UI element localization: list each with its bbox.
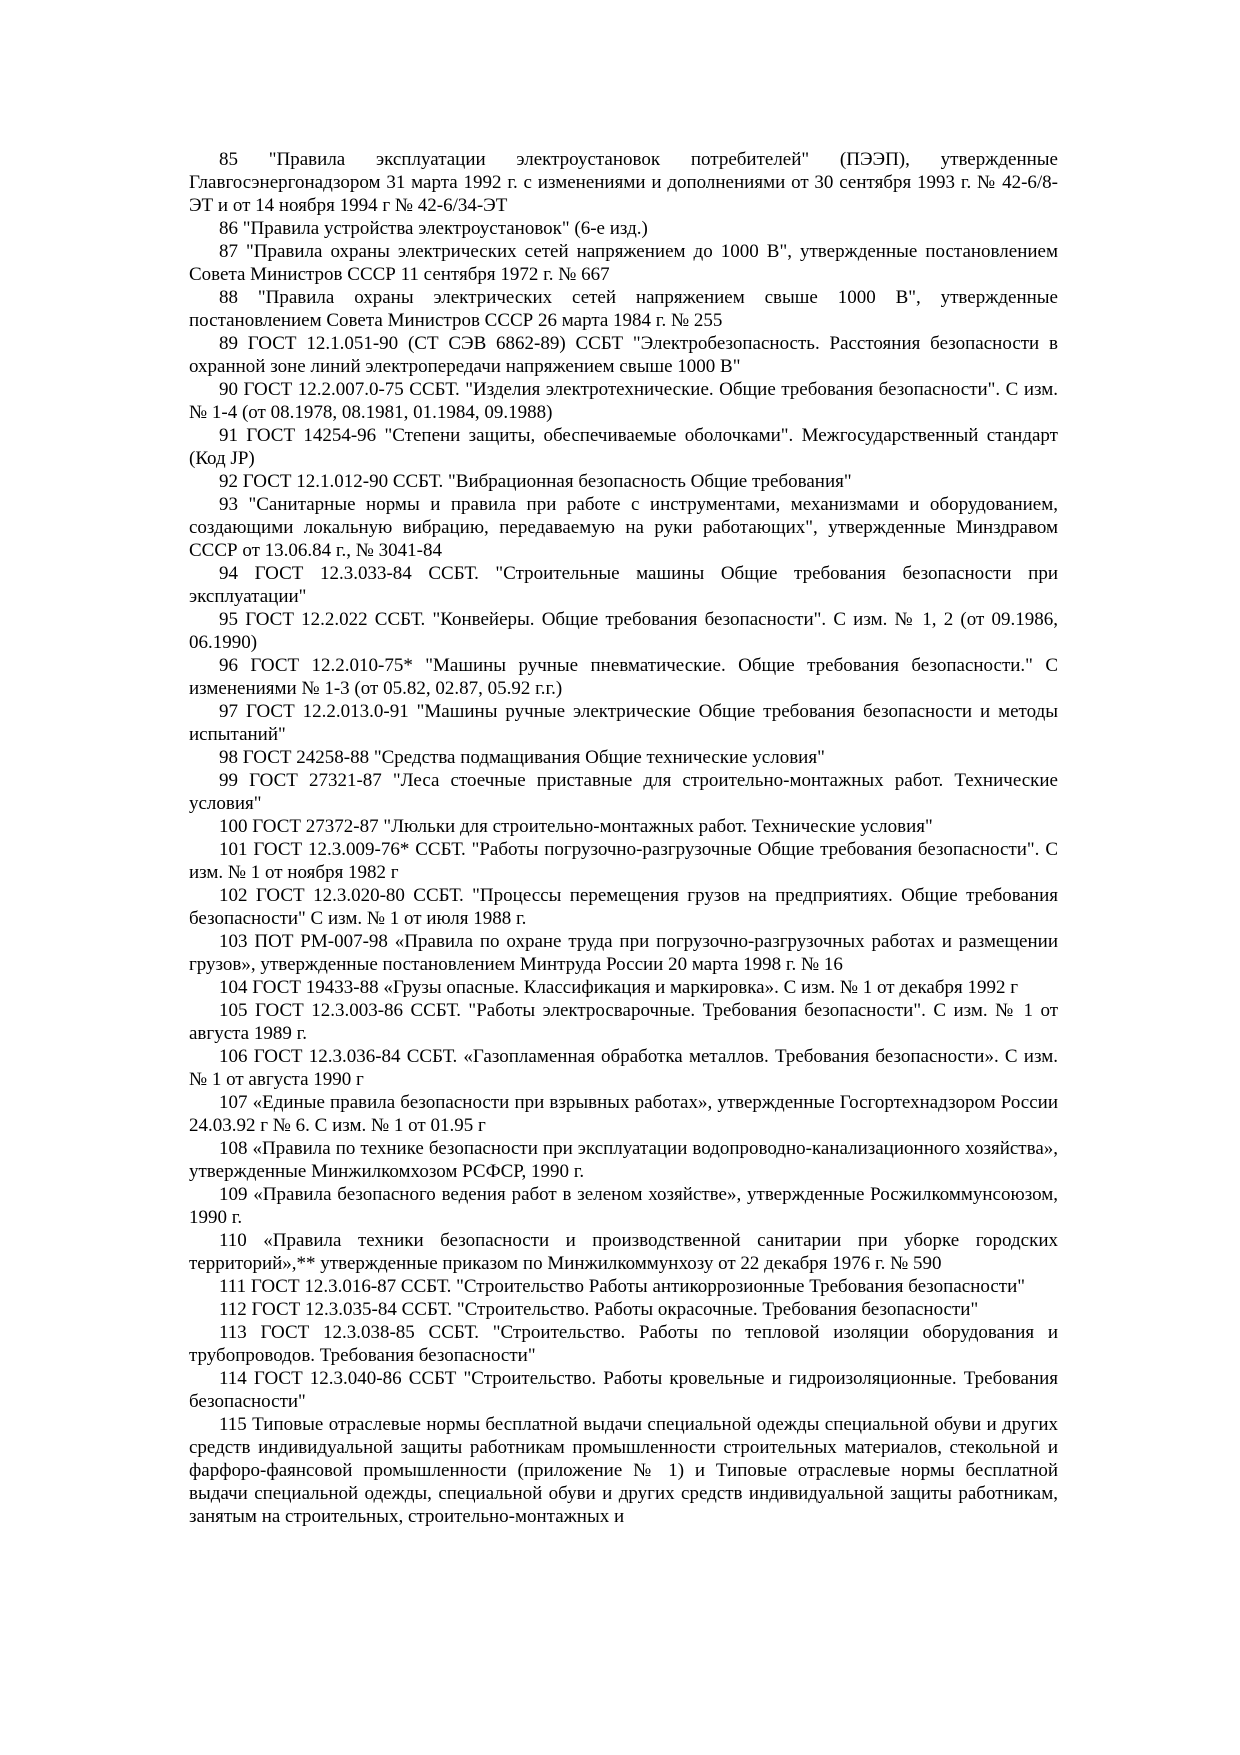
- reference-entry-94: 94 ГОСТ 12.3.033-84 ССБТ. "Строительные машины Общие требования безопасности при эксплуатации": [189, 563, 1058, 607]
- reference-entry-109: 109 «Правила безопасного ведения работ в зеленом хозяйстве», утвержденные Росжилкоммунсоюзом, 1990 г.: [189, 1184, 1058, 1228]
- reference-entry-111: 111 ГОСТ 12.3.016-87 ССБТ. "Строительство Работы антикоррозионные Требования безопасности": [219, 1276, 1026, 1297]
- reference-entry-88: 88 "Правила охраны электрических сетей напряжением свыше 1000 В", утвержденные постановлением Совета Министров СССР 26 марта 1984 г. № 255: [189, 287, 1058, 331]
- reference-entry-98: 98 ГОСТ 24258-88 "Средства подмащивания Общие технические условия": [219, 747, 825, 768]
- reference-entry-90: 90 ГОСТ 12.2.007.0-75 ССБТ. "Изделия электротехнические. Общие требования безопасности". С изм. № 1-4 (от 08.1978, 08.1981, 01.1984, 09.1988): [189, 379, 1058, 423]
- reference-entry-102: 102 ГОСТ 12.3.020-80 ССБТ. "Процессы перемещения грузов на предприятиях. Общие требования безопасности" С изм. № 1 от июля 1988 г.: [189, 885, 1058, 929]
- reference-entry-103: 103 ПОТ РМ-007-98 «Правила по охране труда при погрузочно-разгрузочных работах и размещении грузов», утвержденные постановлением Минтруда России 20 марта 1998 г. № 16: [189, 931, 1058, 975]
- reference-entry-115: 115 Типовые отраслевые нормы бесплатной выдачи специальной одежды специальной обуви и других средств индивидуальной защиты работникам промышленности строительных материалов, стекольной и фарфоро-фаянсовой промышленности (приложение № 1) и Типовые отраслевые нормы бесплатной выдачи специальной одежды, специальной обуви и других средств индивидуальной защиты работникам, занятым на строительных, строительно-монтажных и: [189, 1414, 1058, 1527]
- document-page: [189, 148, 1058, 1528]
- reference-entry-86: 86 "Правила устройства электроустановок" (6-е изд.): [219, 218, 648, 239]
- reference-entry-99: 99 ГОСТ 27321-87 "Леса стоечные приставные для строительно-монтажных работ. Технические условия": [189, 770, 1058, 814]
- reference-entry-100: 100 ГОСТ 27372-87 "Люльки для строительно-монтажных работ. Технические условия": [219, 816, 933, 837]
- reference-entry-97: 97 ГОСТ 12.2.013.0-91 "Машины ручные электрические Общие требования безопасности и методы испытаний": [189, 701, 1058, 745]
- reference-entry-91: 91 ГОСТ 14254-96 "Степени защиты, обеспечиваемые оболочками". Межгосударственный стандарт (Код JP): [189, 425, 1058, 469]
- reference-entry-104: 104 ГОСТ 19433-88 «Грузы опасные. Классификация и маркировка». С изм. № 1 от декабря 1992 г: [219, 977, 1019, 998]
- reference-entry-107: 107 «Единые правила безопасности при взрывных работах», утвержденные Госгортехнадзором России 24.03.92 г № 6. С изм. № 1 от 01.95 г: [189, 1092, 1058, 1136]
- reference-entry-89: 89 ГОСТ 12.1.051-90 (СТ СЭВ 6862-89) ССБТ "Электробезопасность. Расстояния безопасности в охранной зоне линий электропередачи напряжением свыше 1000 В": [189, 333, 1058, 377]
- reference-entry-92: 92 ГОСТ 12.1.012-90 ССБТ. "Вибрационная безопасность Общие требования": [219, 471, 852, 492]
- reference-entry-105: 105 ГОСТ 12.3.003-86 ССБТ. "Работы электросварочные. Требования безопасности". С изм. № 1 от августа 1989 г.: [189, 1000, 1058, 1044]
- reference-entry-112: 112 ГОСТ 12.3.035-84 ССБТ. "Строительство. Работы окрасочные. Требования безопасности": [219, 1299, 979, 1320]
- reference-entry-87: 87 "Правила охраны электрических сетей напряжением до 1000 В", утвержденные постановлением Совета Министров СССР 11 сентября 1972 г. № 667: [189, 241, 1058, 285]
- reference-entry-101: 101 ГОСТ 12.3.009-76* ССБТ. "Работы погрузочно-разгрузочные Общие требования безопасности". С изм. № 1 от ноября 1982 г: [189, 839, 1058, 883]
- reference-entry-114: 114 ГОСТ 12.3.040-86 ССБТ "Строительство. Работы кровельные и гидроизоляционные. Требования безопасности": [189, 1368, 1058, 1412]
- reference-entry-113: 113 ГОСТ 12.3.038-85 ССБТ. "Строительство. Работы по тепловой изоляции оборудования и трубопроводов. Требования безопасности": [189, 1322, 1058, 1366]
- reference-entry-96: 96 ГОСТ 12.2.010-75* "Машины ручные пневматические. Общие требования безопасности." С изменениями № 1-3 (от 05.82, 02.87, 05.92 г.г.): [189, 655, 1058, 699]
- reference-entry-110: 110 «Правила техники безопасности и производственной санитарии при уборке городских территорий»,** утвержденные приказом по Минжилкоммунхозу от 22 декабря 1976 г. № 590: [189, 1230, 1058, 1274]
- reference-entry-106: 106 ГОСТ 12.3.036-84 ССБТ. «Газопламенная обработка металлов. Требования безопасности». С изм. № 1 от августа 1990 г: [189, 1046, 1058, 1090]
- reference-entry-95: 95 ГОСТ 12.2.022 ССБТ. "Конвейеры. Общие требования безопасности". С изм. № 1, 2 (от 09.1986, 06.1990): [189, 609, 1058, 653]
- reference-entry-108: 108 «Правила по технике безопасности при эксплуатации водопроводно-канализационного хозяйства», утвержденные Минжилкомхозом РСФСР, 1990 г.: [189, 1138, 1058, 1182]
- reference-entry-93: 93 "Санитарные нормы и правила при работе с инструментами, механизмами и оборудованием, создающими локальную вибрацию, передаваемую на руки работающих", утвержденные Минздравом СССР от 13.06.84 г., № 3041-84: [189, 494, 1058, 561]
- reference-entry-85: 85 "Правила эксплуатации электроустановок потребителей" (ПЭЭП), утвержденные Главгосэнергонадзором 31 марта 1992 г. с изменениями и дополнениями от 30 сентября 1993 г. № 42-6/8-ЭТ и от 14 ноября 1994 г № 42-6/34-ЭТ: [189, 149, 1058, 216]
